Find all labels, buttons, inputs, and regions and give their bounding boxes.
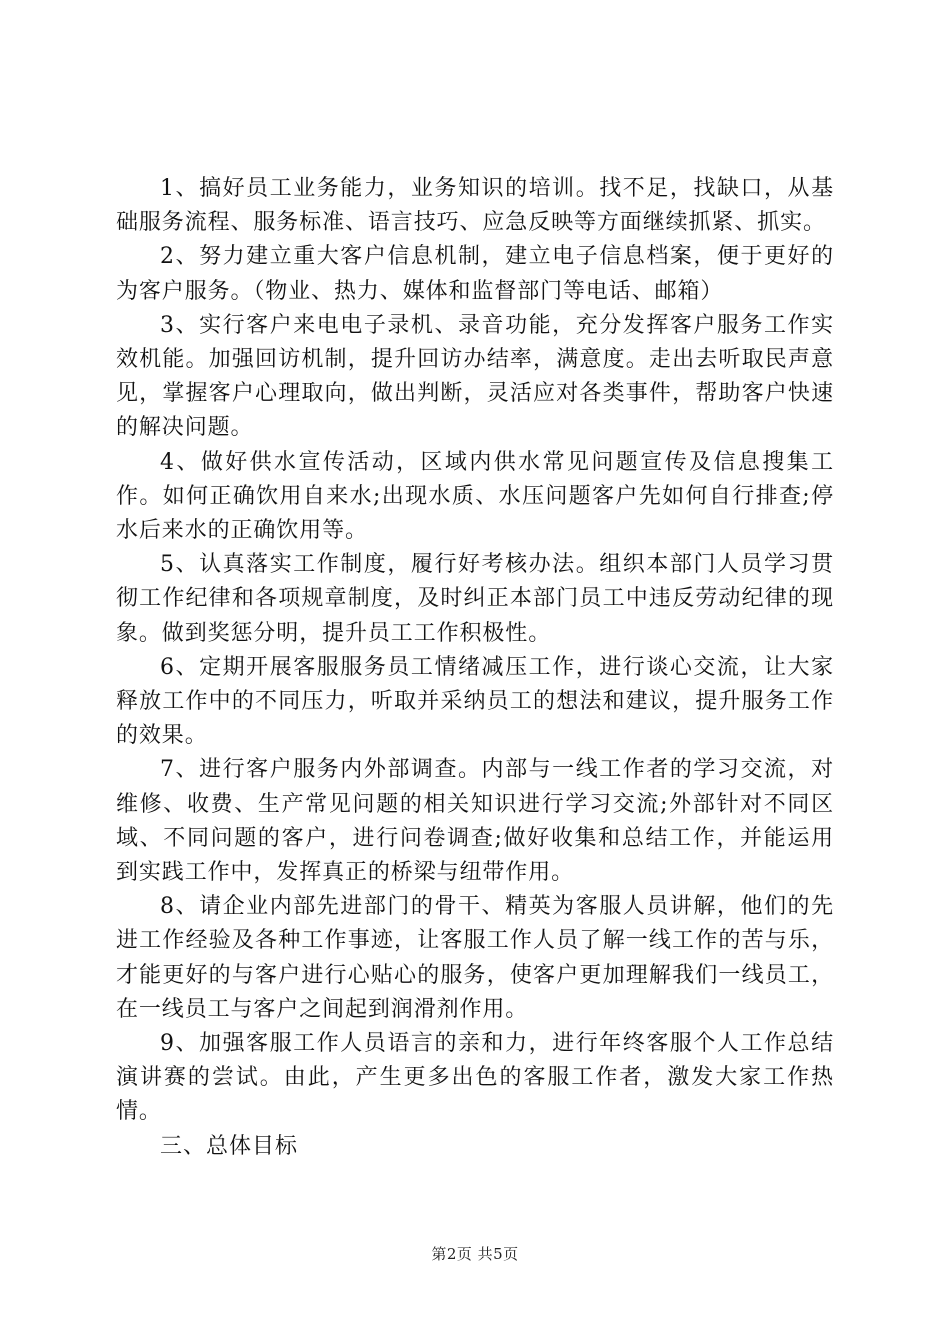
paragraph-9: 9、加强客服工作人员语言的亲和力，进行年终客服个人工作总结演讲赛的尝试。由此，产生更多出色的客服工作者，激发大家工作热情。 [116,1031,834,1125]
page-number-footer: 第2页 共5页 [431,1245,519,1263]
section-heading: 三、总体目标 [160,1133,299,1159]
paragraph-7: 7、进行客户服务内外部调查。内部与一线工作者的学习交流，对维修、收费、生产常见问题的相关知识进行学习交流;外部针对不同区域、不同问题的客户，进行问卷调查;做好收集和总结工作，并能运用到实践工作中，发挥真正的桥梁与纽带作用。 [116,757,834,886]
paragraph-4: 4、做好供水宣传活动，区域内供水常见问题宣传及信息搜集工作。如何正确饮用自来水;出现水质、水压问题客户先如何自行排查;停水后来水的正确饮用等。 [116,449,834,544]
paragraph-2: 2、努力建立重大客户信息机制，建立电子信息档案，便于更好的为客户服务。（物业、热力、媒体和监督部门等电话、邮箱） [116,244,834,304]
paragraph-6: 6、定期开展客服服务员工情绪减压工作，进行谈心交流，让大家释放工作中的不同压力，听取并采纳员工的想法和建议，提升服务工作的效果。 [116,654,834,749]
document-body [116,172,834,1164]
paragraph-5: 5、认真落实工作制度，履行好考核办法。组织本部门人员学习贯彻工作纪律和各项规章制度，及时纠正本部门员工中违反劳动纪律的现象。做到奖惩分明，提升员工工作积极性。 [116,552,834,646]
paragraph-1: 1、搞好员工业务能力，业务知识的培训。找不足，找缺口，从基础服务流程、服务标准、语言技巧、应急反映等方面继续抓紧、抓实。 [116,176,834,236]
paragraph-3: 3、实行客户来电电子录机、录音功能，充分发挥客户服务工作实效机能。加强回访机制，提升回访办结率，满意度。走出去听取民声意见，掌握客户心理取向，做出判断，灵活应对各类事件，帮助客户快速的解决问题。 [116,312,834,441]
paragraph-8: 8、请企业内部先进部门的骨干、精英为客服人员讲解，他们的先进工作经验及各种工作事迹，让客服工作人员了解一线工作的苦与乐，才能更好的与客户进行心贴心的服务，使客户更加理解我们一线员工，在一线员工与客户之间起到润滑剂作用。 [116,894,834,1022]
